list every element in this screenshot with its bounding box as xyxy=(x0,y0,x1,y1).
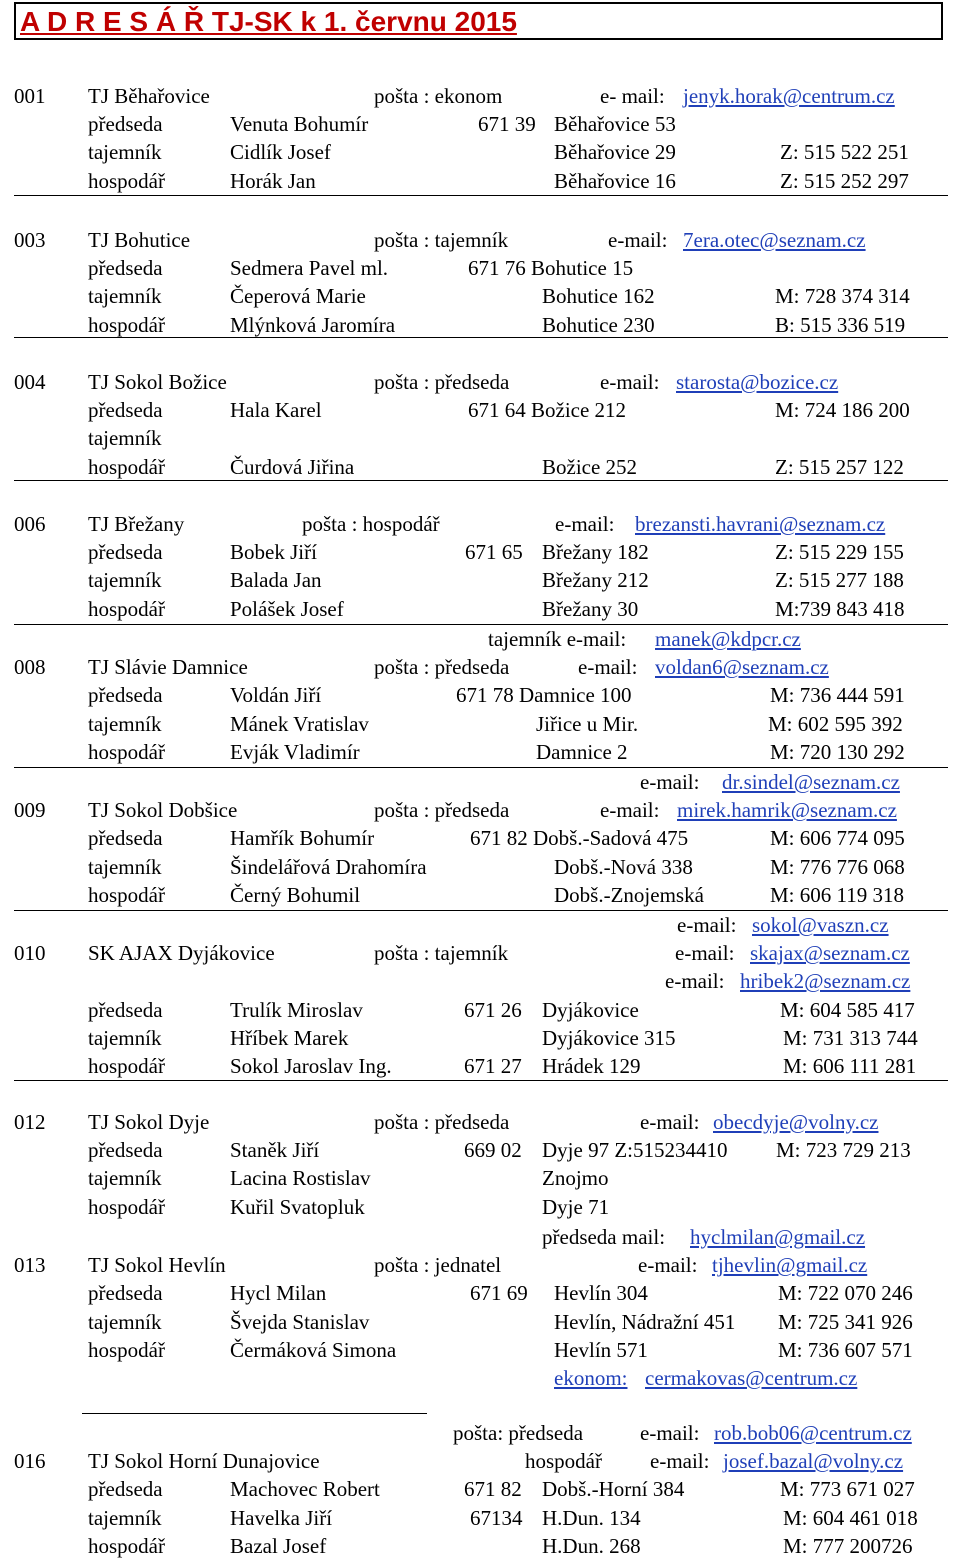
email-link[interactable]: obecdyje@volny.cz xyxy=(713,1110,879,1134)
entry-text: předseda mail: xyxy=(542,1225,666,1249)
entry-text: M: 720 130 292 xyxy=(770,739,905,764)
entry-text: 009 xyxy=(14,798,46,823)
entry-text: Bazal Josef xyxy=(230,1533,327,1558)
email-link[interactable]: rob.bob06@centrum.cz xyxy=(714,1421,912,1445)
email-link[interactable]: dr.sindel@seznam.cz xyxy=(722,770,900,794)
entry-text: pošta : hospodář xyxy=(302,512,440,536)
entry-text: M: 777 200726 xyxy=(783,1533,913,1558)
entry-text: Bobek Jiří xyxy=(230,540,317,565)
entry-text: pošta : ekonom xyxy=(374,84,503,108)
entry-text: 671 39 xyxy=(478,112,536,137)
separator-rule xyxy=(14,480,948,481)
entry-text: e-mail: xyxy=(600,370,660,394)
entry-text: Trulík Miroslav xyxy=(230,997,363,1022)
entry-text: M: 723 729 213 xyxy=(776,1138,911,1163)
entry-text: pošta : jednatel xyxy=(374,1253,502,1278)
entry-text: Hevlín 304 xyxy=(554,1281,648,1306)
entry-text: předseda xyxy=(88,1477,163,1502)
entry-text: Kuřil Svatopluk xyxy=(230,1194,365,1219)
entry-text: TJ Sokol Hevlín xyxy=(88,1253,226,1278)
entry-text: e-mail: xyxy=(665,969,725,994)
entry-text: pošta : tajemník xyxy=(374,941,509,966)
entry-text: předseda xyxy=(88,997,163,1022)
email-link[interactable]: 7era.otec@seznam.cz xyxy=(683,228,866,252)
separator-rule xyxy=(14,624,948,625)
entry-text: e-mail: xyxy=(608,228,668,252)
entry-text: pošta : předseda xyxy=(374,1110,510,1134)
entry-text: 671 69 xyxy=(470,1281,528,1306)
entry-text: předseda xyxy=(88,826,163,851)
entry-text: pošta : předseda xyxy=(374,370,510,394)
entry-text: předseda xyxy=(88,1281,163,1306)
entry-text: e-mail: xyxy=(638,1253,698,1278)
entry-text: tajemník xyxy=(88,1505,162,1530)
email-link[interactable]: tjhevlin@gmail.cz xyxy=(712,1253,868,1278)
email-link[interactable]: ekonom: xyxy=(554,1366,628,1390)
entry-text: Břežany 212 xyxy=(542,568,649,593)
entry-text: Božice 252 xyxy=(542,454,638,479)
title-box xyxy=(14,2,943,40)
entry-text: Cidlík Josef xyxy=(230,140,331,165)
entry-text: hospodář xyxy=(88,168,165,193)
entry-text: M: 604 585 417 xyxy=(780,997,915,1022)
entry-text: Havelka Jiří xyxy=(230,1505,333,1530)
entry-text: tajemník e-mail: xyxy=(488,627,627,651)
entry-text: 669 02 xyxy=(464,1138,522,1163)
entry-text: M: 606 774 095 xyxy=(770,826,905,851)
entry-text: 012 xyxy=(14,1110,46,1134)
entry-text: předseda xyxy=(88,1138,163,1163)
entry-text: Polášek Josef xyxy=(230,596,344,621)
entry-text: 001 xyxy=(14,84,46,108)
entry-text: Břežany 30 xyxy=(542,596,639,621)
email-link[interactable]: starosta@bozice.cz xyxy=(676,370,839,394)
email-link[interactable]: hribek2@seznam.cz xyxy=(740,969,911,994)
entry-text: Z: 515 257 122 xyxy=(775,454,904,479)
entry-text: Evják Vladimír xyxy=(230,739,360,764)
entry-text: Dobš.-Nová 338 xyxy=(554,854,693,879)
entry-text: TJ Sokol Dyje xyxy=(88,1110,210,1134)
entry-text: H.Dun. 134 xyxy=(542,1505,641,1530)
entry-text: 671 82 Dobš.-Sadová 475 xyxy=(470,826,689,851)
entry-text: M: 604 461 018 xyxy=(783,1505,918,1530)
entry-text: Hevlín 571 xyxy=(554,1337,648,1362)
entry-text: Běhařovice 29 xyxy=(554,140,676,165)
entry-text: 006 xyxy=(14,512,46,536)
entry-text: M: 602 595 392 xyxy=(768,711,903,736)
entry-text: předseda xyxy=(88,256,163,281)
entry-text: e-mail: xyxy=(640,770,700,794)
entry-text: Damnice 2 xyxy=(536,739,628,764)
entry-text: M: 776 776 068 xyxy=(770,854,905,879)
entry-text: hospodář xyxy=(525,1449,602,1474)
entry-text: M: 725 341 926 xyxy=(778,1309,913,1334)
entry-text: 003 xyxy=(14,228,46,252)
entry-text: Břežany 182 xyxy=(542,540,649,565)
entry-text: předseda xyxy=(88,398,163,423)
entry-text: tajemník xyxy=(88,1309,162,1334)
entry-text: Čeperová Marie xyxy=(230,284,366,309)
entry-text: Sokol Jaroslav Ing. xyxy=(230,1054,392,1078)
entry-text: 010 xyxy=(14,941,46,966)
entry-text: Z: 515 522 251 xyxy=(780,140,909,165)
email-link[interactable]: mirek.hamrik@seznam.cz xyxy=(677,798,897,823)
entry-text: Lacina Rostislav xyxy=(230,1166,371,1191)
entry-text: M: 606 119 318 xyxy=(770,882,904,907)
entry-text: M: 606 111 281 xyxy=(783,1054,917,1078)
entry-text: Švejda Stanislav xyxy=(230,1309,370,1334)
entry-text: H.Dun. 268 xyxy=(542,1533,641,1558)
entry-text: Jiřice u Mir. xyxy=(536,711,639,736)
entry-text: Dyjákovice xyxy=(542,997,639,1022)
entry-text: pošta : předseda xyxy=(374,798,510,823)
email-link[interactable]: skajax@seznam.cz xyxy=(750,941,910,966)
entry-text: Z: 515 277 188 xyxy=(775,568,904,593)
entry-text: Mánek Vratislav xyxy=(230,711,369,736)
email-link[interactable]: hyclmilan@gmail.cz xyxy=(690,1225,866,1249)
entry-text: 671 64 Božice 212 xyxy=(468,398,627,423)
entry-text: Voldán Jiří xyxy=(230,683,322,708)
entry-text: Hříbek Marek xyxy=(230,1025,349,1050)
entry-text: 004 xyxy=(14,370,46,394)
entry-text: Hycl Milan xyxy=(230,1281,327,1306)
entry-text: M: 728 374 314 xyxy=(775,284,910,309)
entry-text: tajemník xyxy=(88,711,162,736)
entry-text: Z: 515 229 155 xyxy=(775,540,904,565)
entry-text: e-mail: xyxy=(600,798,660,823)
entry-text: TJ Sokol Horní Dunajovice xyxy=(88,1449,320,1474)
entry-text: 013 xyxy=(14,1253,46,1278)
entry-text: 016 xyxy=(14,1449,46,1474)
entry-text: M: 724 186 200 xyxy=(775,398,910,423)
entry-text: M: 773 671 027 xyxy=(780,1477,915,1502)
entry-text: e-mail: xyxy=(650,1449,710,1474)
entry-text: B: 515 336 519 xyxy=(775,312,906,337)
entry-text: Sedmera Pavel ml. xyxy=(230,256,389,281)
entry-text: Hevlín, Nádražní 451 xyxy=(554,1309,736,1334)
email-link[interactable]: brezansti.havrani@seznam.cz xyxy=(635,512,886,536)
entry-text: 671 26 xyxy=(464,997,522,1022)
entry-text: hospodář xyxy=(88,454,165,479)
entry-text: pošta: předseda xyxy=(453,1421,584,1445)
entry-text: e-mail: xyxy=(555,512,615,536)
entry-text: TJ Břežany xyxy=(88,512,185,536)
entry-text: M: 736 607 571 xyxy=(778,1337,913,1362)
entry-text: Mlýnková Jaromíra xyxy=(230,312,396,337)
entry-text: TJ Sokol Božice xyxy=(88,370,227,394)
entry-text: Běhařovice 53 xyxy=(554,112,676,137)
entry-text: Hamřík Bohumír xyxy=(230,826,375,851)
entry-text: 008 xyxy=(14,655,46,680)
entry-text: hospodář xyxy=(88,1337,165,1362)
entry-text: předseda xyxy=(88,540,163,565)
entry-text: Hala Karel xyxy=(230,398,322,423)
entry-text: 671 27 xyxy=(464,1054,522,1078)
entry-text: hospodář xyxy=(88,1533,165,1558)
entry-text: 671 65 xyxy=(465,540,523,565)
email-link[interactable]: josef.bazal@volny.cz xyxy=(723,1449,904,1474)
entry-text: e- mail: xyxy=(600,84,665,108)
entry-text: M: 722 070 246 xyxy=(778,1281,913,1306)
entry-text: Dobš.-Znojemská xyxy=(554,882,704,907)
entry-text: e-mail: xyxy=(675,941,735,966)
entry-text: Venuta Bohumír xyxy=(230,112,369,137)
entry-text: tajemník xyxy=(88,568,162,593)
entry-text: e-mail: xyxy=(677,913,737,937)
email-link[interactable]: manek@kdpcr.cz xyxy=(655,627,801,651)
entry-text: SK AJAX Dyjákovice xyxy=(88,941,275,966)
separator-rule xyxy=(14,910,948,911)
entry-text: M:739 843 418 xyxy=(775,596,905,621)
entry-text: e-mail: xyxy=(640,1110,700,1134)
entry-text: pošta : předseda xyxy=(374,655,510,680)
entry-text: předseda xyxy=(88,683,163,708)
email-link[interactable]: sokol@vaszn.cz xyxy=(752,913,889,937)
entry-text: 671 78 Damnice 100 xyxy=(456,683,632,708)
entry-text: Dobš.-Horní 384 xyxy=(542,1477,685,1502)
separator-rule-short xyxy=(82,1413,427,1414)
entry-text: Bohutice 162 xyxy=(542,284,655,309)
entry-text: Dyje 71 xyxy=(542,1194,610,1219)
entry-text: Běhařovice 16 xyxy=(554,168,676,193)
email-link[interactable]: jenyk.horak@centrum.cz xyxy=(683,84,895,108)
entry-text: Machovec Robert xyxy=(230,1477,380,1502)
entry-text: Dyje 97 Z:515234410 xyxy=(542,1138,728,1163)
entry-text: Bohutice 230 xyxy=(542,312,655,337)
email-link[interactable]: voldan6@seznam.cz xyxy=(655,655,829,680)
entry-text: Čurdová Jiřina xyxy=(230,454,355,479)
entry-text: TJ Bohutice xyxy=(88,228,191,252)
entry-text: hospodář xyxy=(88,739,165,764)
entry-text: hospodář xyxy=(88,596,165,621)
entry-text: pošta : tajemník xyxy=(374,228,509,252)
entry-text: 67134 xyxy=(470,1505,523,1530)
entry-text: tajemník xyxy=(88,426,162,451)
entry-text: TJ Slávie Damnice xyxy=(88,655,248,680)
page-title: A D R E S Á Ř TJ-SK k 1. červnu 2015 xyxy=(20,6,517,37)
entry-text: Dyjákovice 315 xyxy=(542,1025,676,1050)
entry-text: Znojmo xyxy=(542,1166,609,1191)
entry-text: tajemník xyxy=(88,1166,162,1191)
entry-text: hospodář xyxy=(88,312,165,337)
separator-rule xyxy=(14,195,948,196)
entry-text: 671 82 xyxy=(464,1477,522,1502)
entry-text: TJ Běhařovice xyxy=(88,84,210,108)
entry-text: hospodář xyxy=(88,1194,165,1219)
entry-text: tajemník xyxy=(88,140,162,165)
entry-text: Hrádek 129 xyxy=(542,1054,641,1078)
entry-text: tajemník xyxy=(88,284,162,309)
entry-text: 671 76 Bohutice 15 xyxy=(468,256,634,281)
entry-text: Horák Jan xyxy=(230,168,316,193)
separator-rule xyxy=(14,767,948,768)
entry-text: M: 736 444 591 xyxy=(770,683,905,708)
entry-text: Staněk Jiří xyxy=(230,1138,320,1163)
entry-text: Balada Jan xyxy=(230,568,322,593)
entry-text: M: 731 313 744 xyxy=(783,1025,918,1050)
entry-text: Černý Bohumil xyxy=(230,882,361,907)
separator-rule xyxy=(14,337,948,338)
email-link[interactable]: cermakovas@centrum.cz xyxy=(645,1366,858,1390)
entry-text: Z: 515 252 297 xyxy=(780,168,909,193)
entry-text: Čermáková Simona xyxy=(230,1337,397,1362)
separator-rule xyxy=(14,1080,948,1081)
entry-text: předseda xyxy=(88,112,163,137)
entry-text: hospodář xyxy=(88,1054,165,1078)
entry-text: e-mail: xyxy=(640,1421,700,1445)
entry-text: Šindelářová Drahomíra xyxy=(230,854,427,879)
entry-text: TJ Sokol Dobšice xyxy=(88,798,238,823)
entry-text: hospodář xyxy=(88,882,165,907)
entry-text: tajemník xyxy=(88,1025,162,1050)
entry-text: tajemník xyxy=(88,854,162,879)
entry-text: e-mail: xyxy=(578,655,638,680)
